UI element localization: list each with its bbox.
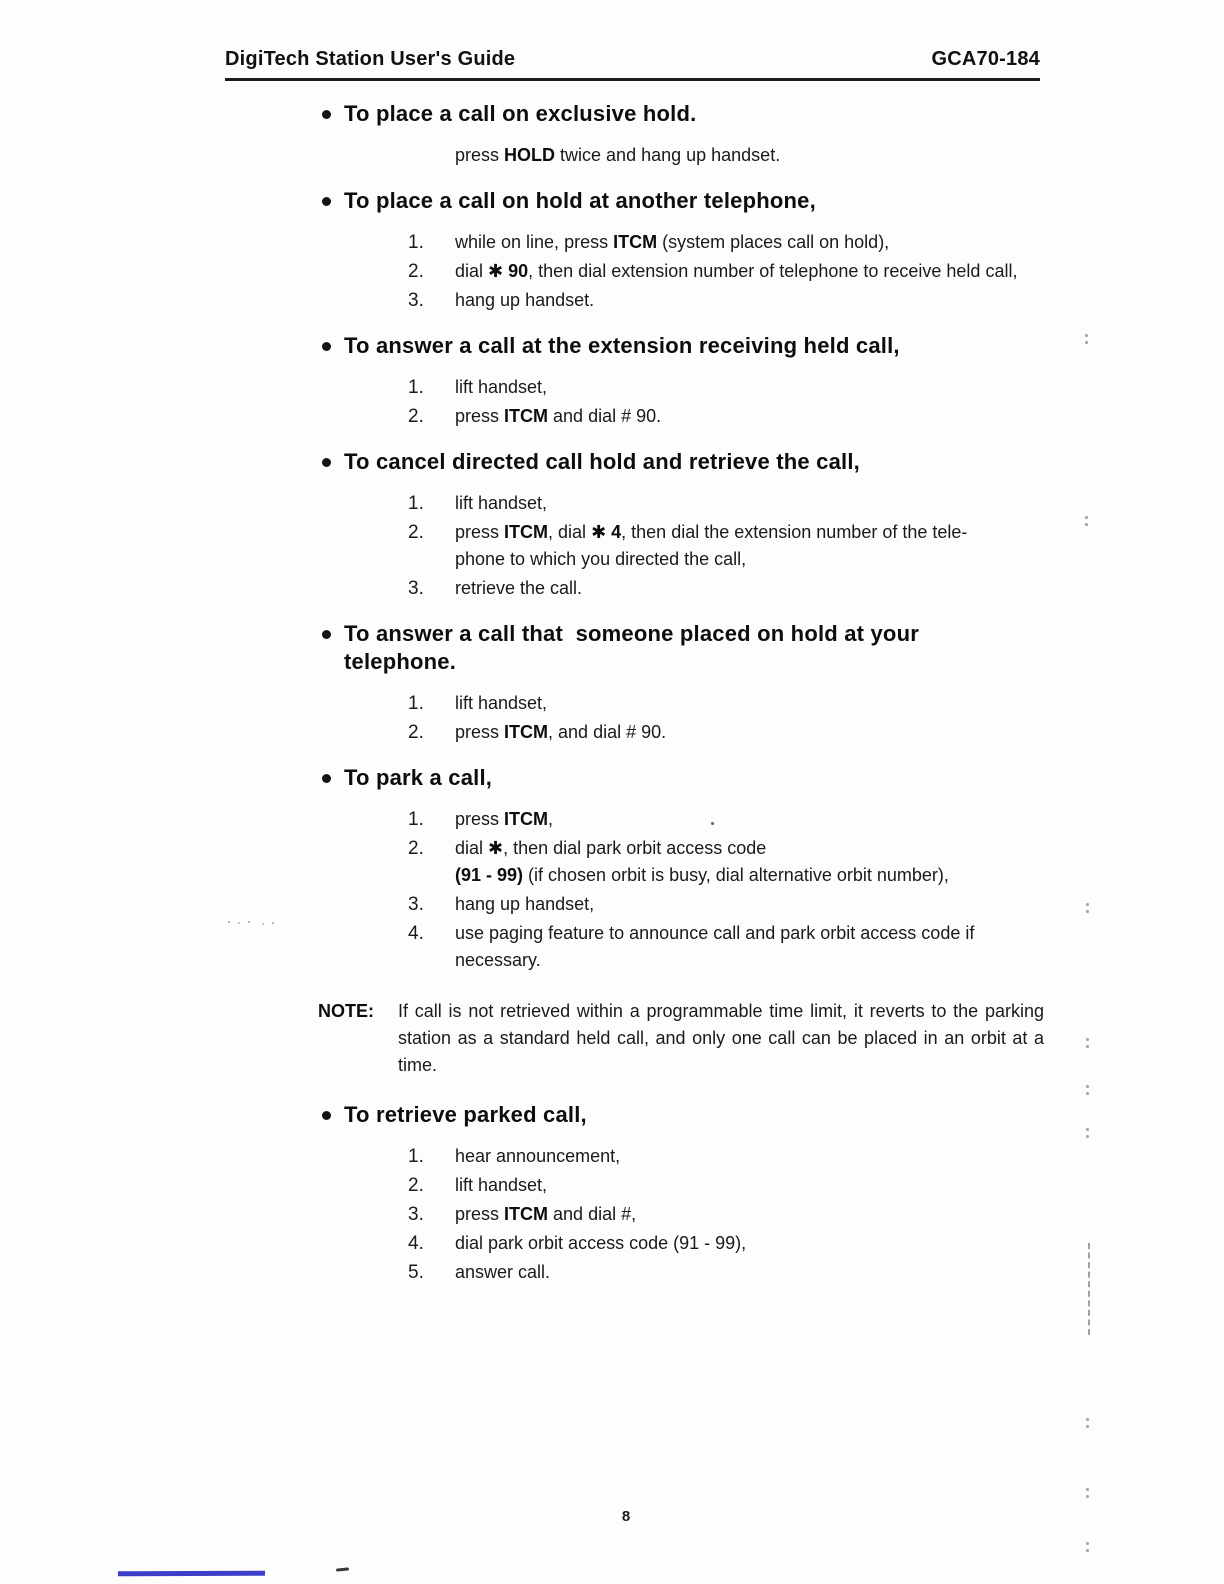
step-text: answer call. bbox=[455, 1262, 551, 1282]
bullet-icon bbox=[322, 197, 331, 206]
step-text: while on line, press ITCM (system places call on hold), bbox=[455, 232, 890, 252]
bullet-icon bbox=[322, 342, 331, 351]
scan-artifact-mark bbox=[1086, 903, 1089, 906]
step-text: press ITCM, bbox=[455, 809, 554, 829]
section-heading: To answer a call at the extension receiving held call, bbox=[344, 333, 900, 358]
scan-artifact-line bbox=[1088, 1243, 1090, 1335]
scan-artifact-dash bbox=[336, 1567, 349, 1571]
page-content bbox=[318, 100, 1044, 1304]
section-heading-row bbox=[318, 764, 1044, 792]
scan-artifact-mark bbox=[1085, 516, 1088, 519]
step-number: 5. bbox=[408, 1262, 424, 1283]
note bbox=[318, 998, 1044, 1079]
section-heading: To answer a call that someone placed on hold at your telephone. bbox=[344, 621, 926, 674]
section-intro: press HOLD twice and hang up handset. bbox=[455, 145, 781, 165]
scan-artifact-mark bbox=[1086, 1085, 1089, 1088]
section-heading-row bbox=[318, 448, 1044, 476]
step-text: lift handset, bbox=[455, 693, 548, 713]
note-label: NOTE: bbox=[318, 1001, 374, 1021]
step-number: 3. bbox=[408, 894, 424, 915]
step-text: lift handset, bbox=[455, 377, 548, 397]
scan-artifact-mark bbox=[1086, 1542, 1089, 1545]
step bbox=[408, 403, 1044, 430]
section bbox=[318, 1101, 1044, 1286]
section bbox=[318, 100, 1044, 169]
step-number: 4. bbox=[408, 1233, 424, 1254]
header-doc-number: GCA70-184 bbox=[931, 48, 1040, 70]
step-text: press ITCM, and dial # 90. bbox=[455, 722, 667, 742]
scan-artifact-mark bbox=[1086, 1488, 1089, 1491]
step-number: 3. bbox=[408, 1204, 424, 1225]
section bbox=[318, 620, 1044, 746]
step-number: 1. bbox=[408, 693, 424, 714]
step-number: 2. bbox=[408, 1175, 424, 1196]
step bbox=[408, 690, 1044, 717]
step bbox=[408, 374, 1044, 401]
step-text: dial park orbit access code (91 - 99), bbox=[455, 1233, 747, 1253]
step-text: press ITCM and dial #, bbox=[455, 1204, 637, 1224]
step-text: use paging feature to announce call and park orbit access code if necessary. bbox=[455, 923, 975, 970]
section bbox=[318, 764, 1044, 974]
step-number: 2. bbox=[408, 838, 424, 859]
section bbox=[318, 187, 1044, 314]
step bbox=[408, 229, 1044, 256]
section-heading: To cancel directed call hold and retrieve the call, bbox=[344, 449, 860, 474]
step bbox=[408, 719, 1044, 746]
step-number: 1. bbox=[408, 809, 424, 830]
section-heading: To retrieve parked call, bbox=[344, 1102, 587, 1127]
page-header bbox=[225, 48, 1040, 81]
section-heading-row bbox=[318, 187, 1044, 215]
step bbox=[408, 835, 1044, 889]
scan-artifact-blue-line bbox=[118, 1571, 265, 1577]
step bbox=[408, 920, 1044, 974]
page-number: 8 bbox=[621, 1508, 631, 1525]
step-text: press ITCM and dial # 90. bbox=[455, 406, 662, 426]
step-text: retrieve the call. bbox=[455, 578, 583, 598]
step-number: 1. bbox=[408, 493, 424, 514]
note-text: If call is not retrieved within a programmable time limit, it reverts to the parking station as a standard held call, and only one call can be placed in an orbit at a time. bbox=[398, 1001, 1044, 1075]
bullet-icon bbox=[322, 458, 331, 467]
step-number: 1. bbox=[408, 377, 424, 398]
step-text: dial ✱ 90, then dial extension number of telephone to receive held call, bbox=[455, 261, 1018, 281]
section bbox=[318, 332, 1044, 430]
step-text: hear announcement, bbox=[455, 1146, 621, 1166]
step bbox=[408, 1172, 1044, 1199]
section-heading-row bbox=[318, 1101, 1044, 1129]
bullet-icon bbox=[322, 110, 331, 119]
step-text: lift handset, bbox=[455, 1175, 548, 1195]
step bbox=[408, 258, 1044, 285]
step-number: 3. bbox=[408, 290, 424, 311]
step-number: 1. bbox=[408, 232, 424, 253]
bullet-icon bbox=[322, 1111, 331, 1120]
step bbox=[408, 1259, 1044, 1286]
section bbox=[318, 448, 1044, 602]
step bbox=[408, 891, 1044, 918]
scan-artifact-mark bbox=[1086, 1128, 1089, 1131]
step-text: press ITCM, dial ✱ 4, then dial the extension number of the tele- phone to which you directed the call, bbox=[455, 522, 968, 569]
step bbox=[408, 1143, 1044, 1170]
step bbox=[408, 806, 1044, 833]
section-heading-row bbox=[318, 620, 1044, 676]
step bbox=[408, 1201, 1044, 1228]
scan-artifact-dot bbox=[711, 822, 714, 825]
scan-artifact-mark bbox=[1086, 1418, 1089, 1421]
step-number: 3. bbox=[408, 578, 424, 599]
scan-artifact-mark bbox=[1085, 334, 1088, 337]
step-number: 4. bbox=[408, 923, 424, 944]
step-text: hang up handset. bbox=[455, 290, 595, 310]
step-number: 1. bbox=[408, 1146, 424, 1167]
bullet-icon bbox=[322, 774, 331, 783]
step-number: 2. bbox=[408, 522, 424, 543]
step bbox=[408, 490, 1044, 517]
step-number: 2. bbox=[408, 406, 424, 427]
step-number: 2. bbox=[408, 722, 424, 743]
section-heading: To place a call on hold at another telephone, bbox=[344, 188, 816, 213]
step-text: lift handset, bbox=[455, 493, 548, 513]
step-text: dial ✱, then dial park orbit access code (91 - 99) (if chosen orbit is busy, dial alternative orbit number), bbox=[455, 838, 949, 885]
section-heading: To park a call, bbox=[344, 765, 493, 790]
section-heading: To place a call on exclusive hold. bbox=[344, 101, 697, 126]
scan-artifact-mark bbox=[1086, 1038, 1089, 1041]
step-text: hang up handset, bbox=[455, 894, 595, 914]
step-number: 2. bbox=[408, 261, 424, 282]
scan-artifact-dots bbox=[228, 921, 230, 923]
section-heading-row bbox=[318, 100, 1044, 128]
step bbox=[408, 287, 1044, 314]
bullet-icon bbox=[322, 630, 331, 639]
step bbox=[408, 519, 1044, 573]
step bbox=[408, 1230, 1044, 1257]
header-title: DigiTech Station User's Guide bbox=[225, 48, 516, 70]
step bbox=[408, 575, 1044, 602]
section-heading-row bbox=[318, 332, 1044, 360]
